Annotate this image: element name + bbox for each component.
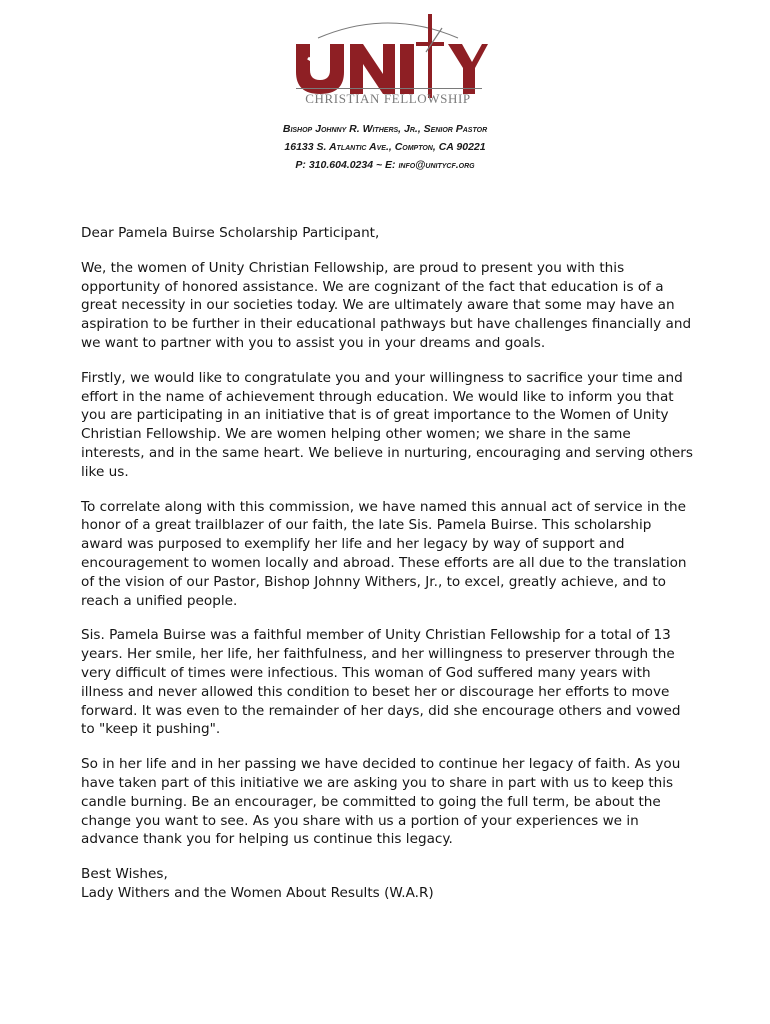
pastor-line: Bishop Johnny R. Withers, Jr., Senior Pastor <box>282 123 488 135</box>
paragraph: To correlate along with this commission, we have named this annual act of service in the honor of a great trailblazer of our faith, the late Sis. Pamela Buirse. This scholarship award was purposed to exemplify her life and her legacy by way of support and encouragement to women locally and abroad. These efforts are all due to the translation of the vision of our Pastor, Bishop Johnny Withers, Jr., to excel, greatly achieve, and to reach a unified people. <box>81 498 687 609</box>
unity-christian-fellowship-logo <box>288 12 488 106</box>
letterhead-info <box>150 120 620 174</box>
salutation: Dear Pamela Buirse Scholarship Participant, <box>81 225 380 241</box>
address-line: 16133 S. Atlantic Ave., Compton, CA 90221 <box>284 141 486 153</box>
letter-body <box>81 224 696 903</box>
closing: Best Wishes, <box>81 866 168 883</box>
paragraph: We, the women of Unity Christian Fellowship, are proud to present you with this opportunity of honored assistance. We are cognizant of the fact that education is of a great necessity in our societies today. We are ultimately aware that some may have an aspiration to be further in their educational pathways but have challenges financially and we want to partner with you to assist you in your dreams and goals. <box>81 259 692 351</box>
paragraph: So in her life and in her passing we have decided to continue her legacy of faith. As you have taken part of this initiative we are asking you to share in part with us to keep this candle burning. Be an encourager, be committed to going the full term, be about the change you want to see. As you share with us a portion of your experiences we in advance thank you for helping us continue this legacy. <box>81 756 681 848</box>
contact-line: P: 310.604.0234 ~ E: info@unitycf.org <box>295 159 475 171</box>
signature: Lady Withers and the Women About Results (W.A.R) <box>81 884 434 901</box>
paragraph: Firstly, we would like to congratulate you and your willingness to sacrifice your time and effort in the name of achievement through education. We would like to inform you that you are participating in an initiative that is of great importance to the Women of Unity Christian Fellowship. We are women helping other women; we share in the same interests, and in the same heart. We believe in nurturing, encouraging and serving others like us. <box>81 369 693 480</box>
paragraph: Sis. Pamela Buirse was a faithful member of Unity Christian Fellowship for a total of 13 years. Her smile, her life, her faithfulness, and her willingness to preserver through the very difficult of times were infectious. This woman of God suffered many years with illness and never allowed this condition to beset her or discourage her efforts to move forward. It was even to the remainder of her days, did she encourage others and vowed to "keep it pushing". <box>81 627 681 738</box>
closing-block <box>81 865 696 903</box>
logo-subtitle: CHRISTIAN FELLOWSHIP <box>305 91 471 106</box>
